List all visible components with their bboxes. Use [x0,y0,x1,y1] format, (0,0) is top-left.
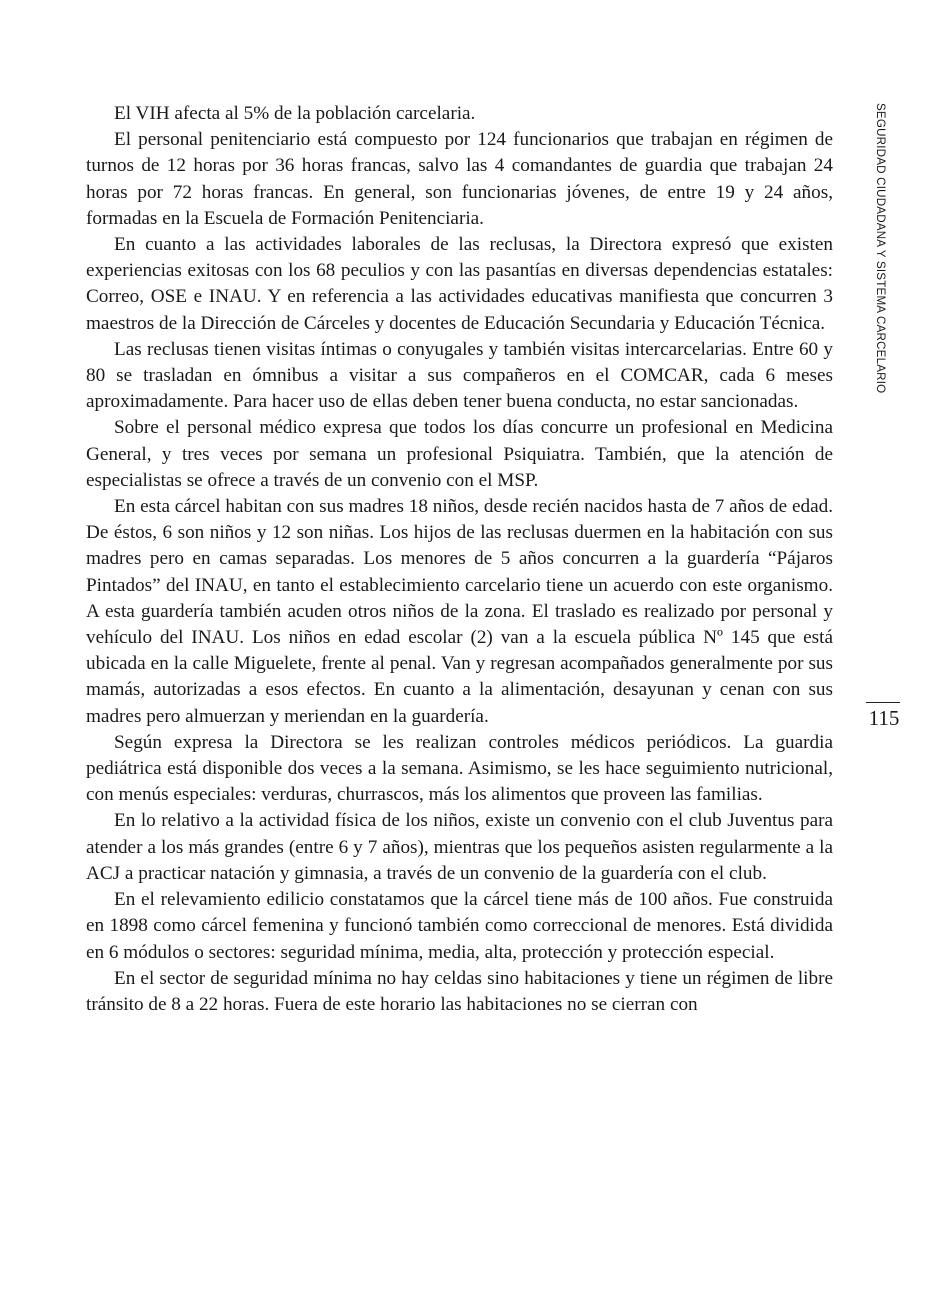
page-number: 115 [868,706,900,730]
paragraph-10: En el sector de seguridad mínima no hay celdas sino habitaciones y tiene un régimen de libre tránsito de 8 a 22 horas. Fuera de este horario las habitaciones no se cierran con [86,967,833,1015]
paragraph-5: Sobre el personal médico expresa que todos los días concurre un profesional en Medicina General, y tres veces por semana un profesional Psiquiatra. También, que la atención de especialistas se ofrece a través de un convenio con el MSP. [86,417,833,491]
paragraph-2: El personal penitenciario está compuesto por 124 funcionarios que trabajan en régimen de turnos de 12 horas por 36 horas francas, salvo las 4 comandantes de guardia que trabajan 24 horas por 72 horas francas. En general, son funcionarias jóvenes, de entre 19 y 24 años, formadas en la Escuela de Formación Penitenciaria. [86,129,833,229]
paragraph-1: El VIH afecta al 5% de la población carcelaria. [114,103,476,124]
running-head-text: SEGURIDAD CIUDADANA Y SISTEMA CARCELARIO [874,103,887,394]
paragraph-6: En esta cárcel habitan con sus madres 18 niños, desde recién nacidos hasta de 7 años de edad. De éstos, 6 son niños y 12 son niñas. Los hijos de las reclusas duermen en la habitación con sus madres pero en camas separadas. Los menores de 5 años concurren a la guardería “Pájaros Pintados” del INAU, en tanto el establecimiento carcelario tiene un acuerdo con este organismo. A esta guardería también acuden otros niños de la zona. El traslado es realizado por personal y vehículo del INAU. Los niños en edad escolar (2) van a la escuela pública Nº 145 que está ubicada en la calle Miguelete, frente al penal. Van y regresan acompañados generalmente por sus mamás, autorizadas a esos efectos. En cuanto a la alimentación, desayunan y cenan con sus madres pero almuerzan y meriendan en la guardería. [86,496,833,727]
paragraph-8: En lo relativo a la actividad física de los niños, existe un convenio con el club Juventus para atender a los más grandes (entre 6 y 7 años), mientras que los pequeños asisten regularmente a la ACJ a practicar natación y gimnasia, a través de un convenio de la guardería con el club. [86,810,833,884]
paragraph-7: Según expresa la Directora se les realizan controles médicos periódicos. La guardia pediátrica está disponible dos veces a la semana. Asimismo, se les hace seguimiento nutricional, con menús especiales: verduras, churrascos, más los alimentos que proveen las familias. [86,731,833,806]
page-number-rule [866,702,900,703]
body-text [86,101,833,1018]
paragraph-9: En el relevamiento edilicio constatamos que la cárcel tiene más de 100 años. Fue construida en 1898 como cárcel femenina y funcionó también como correccional de menores. Está dividida en 6 módulos o sectores: seguridad mínima, media, alta, protección y protección especial. [86,889,833,963]
paragraph-3: En cuanto a las actividades laborales de las reclusas, la Directora expresó que existen experiencias exitosas con los 68 peculios y con las pasantías en diversas dependencias estatales: Correo, OSE e INAU. Y en referencia a las actividades educativas manifiesta que concurren 3 maestros de la Dirección de Cárceles y docentes de Educación Secundaria y Educación Técnica. [86,234,833,334]
paragraph-4: Las reclusas tienen visitas íntimas o conyugales y también visitas intercarcelarias. Entre 60 y 80 se trasladan en ómnibus a visitar a sus compañeros en el COMCAR, cada 6 meses aproximadamente. Para hacer uso de ellas deben tener buena conducta, no estar sancionadas. [86,338,833,413]
